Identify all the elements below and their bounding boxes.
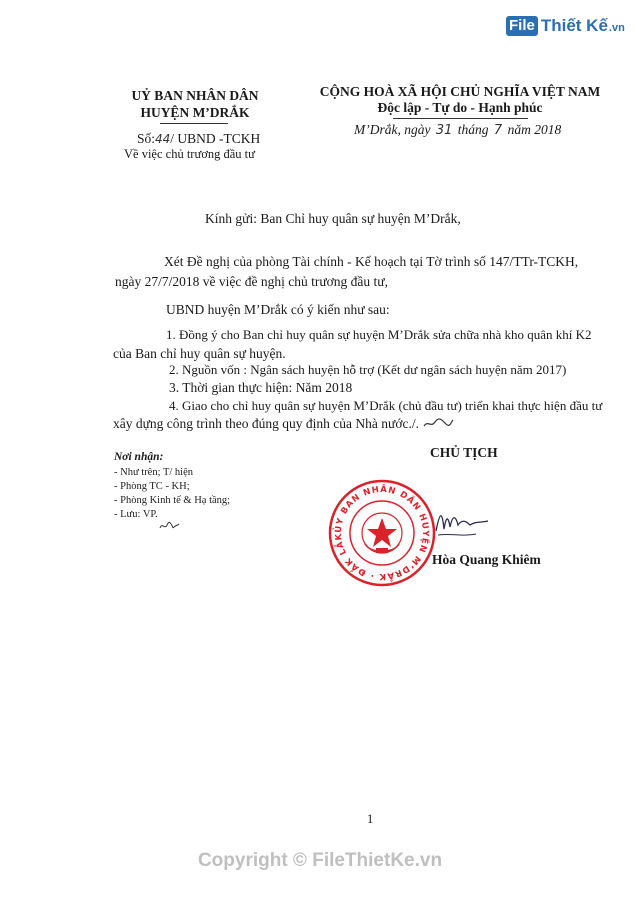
para1-line2: ngày 27/7/2018 về việc đề nghị chủ trương đầu tư, [115,274,388,289]
date-month-label: tháng [457,122,489,137]
handwritten-signature-icon [432,503,507,543]
recipient-item: - Phòng Kinh tế & Hạ tầng; [114,495,231,506]
handwritten-mark-icon [422,416,454,430]
signer-name: Hòa Quang Khiêm [432,552,541,567]
recipient-item: - Như trên; T/ hiện [114,467,193,478]
item3: 3. Thời gian thực hiện: Năm 2018 [169,380,353,395]
document-subject: Về việc chủ trương đầu tư [124,147,255,161]
recipient-item: - Lưu: VP. [114,509,158,520]
para1-line1: Xét Đề nghị của phòng Tài chính - Kế hoạch tại Tờ trình số 147/TTr-TCKH, [164,254,579,269]
site-logo [506,14,625,38]
seal-text: ỦY BAN NHÂN DÂN HUYỆN M’DRẮK · ĐẮK LẮK [333,484,431,582]
addressee: Kính gửi: Ban Chỉ huy quân sự huyện M’Drắk, [205,211,461,226]
issuer-underline [160,123,228,124]
issuer-name-line2: HUYỆN M’DRẮK [140,105,250,120]
logo-file-badge: File [506,16,538,36]
date-year: năm 2018 [507,122,562,137]
logo-name: Thiết Kế [540,16,608,35]
item1-line2: của Ban chỉ huy quân sự huyện. [113,346,286,361]
date-day-handwritten: 31 [435,123,453,138]
item4-line1: 4. Giao cho chỉ huy quân sự huyện M’Drắk (chủ đầu tư) triển khai thực hiện đầu tư [169,398,603,413]
initials-mark-icon [158,520,180,532]
logo-domain: .vn [608,22,625,34]
national-title: CỘNG HOÀ XÃ HỘI CHỦ NGHĨA VIỆT NAM [319,84,601,99]
doc-number-prefix: Số: [137,131,156,146]
recipients-list [114,466,230,522]
recipient-item: - Phòng TC - KH; [114,481,190,492]
official-seal-icon [327,478,437,588]
document-date [354,121,561,140]
item1-line1: 1. Đồng ý cho Ban chỉ huy quân sự huyện M’Drắk sửa chữa nhà kho quân khí K2 [166,327,592,342]
para2: UBND huyện M’Drắk có ý kiến như sau: [166,302,390,317]
signer-title: CHỦ TỊCH [430,445,498,460]
date-month-handwritten: 7 [493,123,503,138]
national-motto: Độc lập - Tự do - Hạnh phúc [377,100,543,115]
recipients-title: Nơi nhận: [114,451,164,463]
date-place: M’Drắk, ngày [354,122,431,137]
page-number: 1 [367,812,374,826]
copyright-watermark: Copyright © FileThietKe.vn [197,850,443,871]
doc-number-suffix: / UBND -TCKH [170,131,261,146]
motto-underline [393,118,528,119]
issuer-name-line1: UỶ BAN NHÂN DÂN [131,88,259,103]
item4-line2: xây dựng công trình theo đúng quy định của Nhà nước./. [113,416,419,431]
doc-number-handwritten: 44 [155,132,171,146]
item2: 2. Nguồn vốn : Ngân sách huyện hỗ trợ (Kết dư ngân sách huyện năm 2017) [169,362,567,377]
